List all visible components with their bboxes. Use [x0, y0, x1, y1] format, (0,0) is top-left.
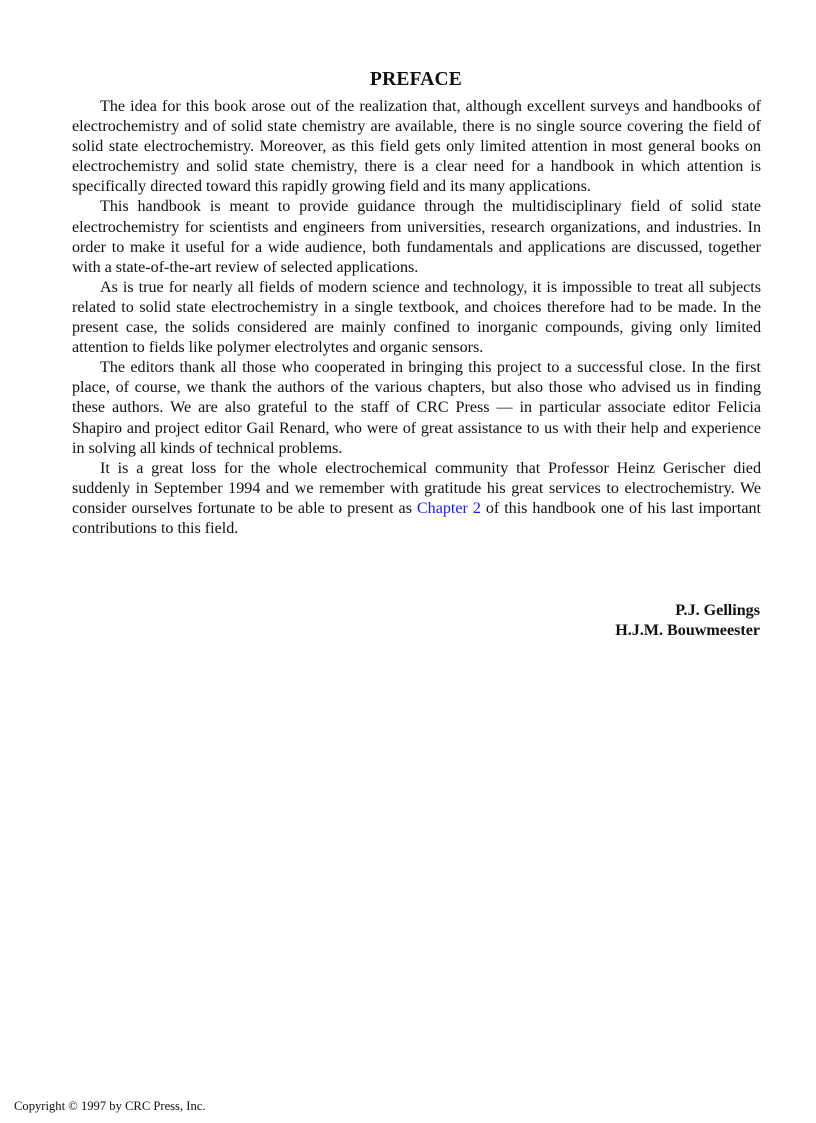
chapter-2-link[interactable]: Chapter 2 [416, 499, 481, 517]
paragraph-2: This handbook is meant to provide guidance through the multidisciplinary field of solid state electrochemistry for scientists and engineers from universities, research organizations, and industries. In order to make it useful for a wide audience, both fundamentals and applications are discussed, together with a state-of-the-art review of selected applications. [72, 198, 761, 276]
paragraph-5 [72, 459, 761, 539]
copyright-notice: Copyright © 1997 by CRC Press, Inc. [14, 1099, 206, 1113]
paragraph-4: The editors thank all those who cooperated in bringing this project to a successful close. In the first place, of course, we thank the authors of the various chapters, but also those who advised us in finding these authors. We are also grateful to the staff of CRC Press — in particular associate editor Felicia Shapiro and project editor Gail Renard, who were of great assistance to us with their help and experience in solving all kinds of technical problems. [72, 359, 761, 457]
preface-body [72, 97, 761, 539]
signature-gellings: P.J. Gellings [675, 602, 760, 619]
page-title: PREFACE [369, 69, 463, 91]
paragraph-5-text-before: It is a great loss for the whole electrochemical community that Professor Heinz Gerischer died suddenly in September 1994 and we remember with gratitude his great services to electrochemistry. We consider ourselves fortunate to be able to present as [72, 459, 761, 517]
signature-bouwmeester: H.J.M. Bouwmeester [615, 622, 760, 640]
paragraph-3: As is true for nearly all fields of modern science and technology, it is impossible to treat all subjects related to solid state electrochemistry in a single textbook, and choices therefore had to be made. In the present case, the solids considered are mainly confined to inorganic compounds, giving only limited attention to fields like polymer electrolytes and organic sensors. [72, 278, 761, 357]
signatures [615, 601, 760, 641]
paragraph-1: The idea for this book arose out of the realization that, although excellent surveys and handbooks of electrochemistry and of solid state chemistry are available, there is no single source covering the field of solid state electrochemistry. Moreover, as this field gets only limited attention in most general books on electrochemistry and solid state chemistry, there is a clear need for a handbook in which attention is specifically directed toward this rapidly growing field and its many applications. [72, 98, 761, 196]
paragraph-5-text-after: of this handbook one of his last important contributions to this field. [72, 499, 762, 537]
